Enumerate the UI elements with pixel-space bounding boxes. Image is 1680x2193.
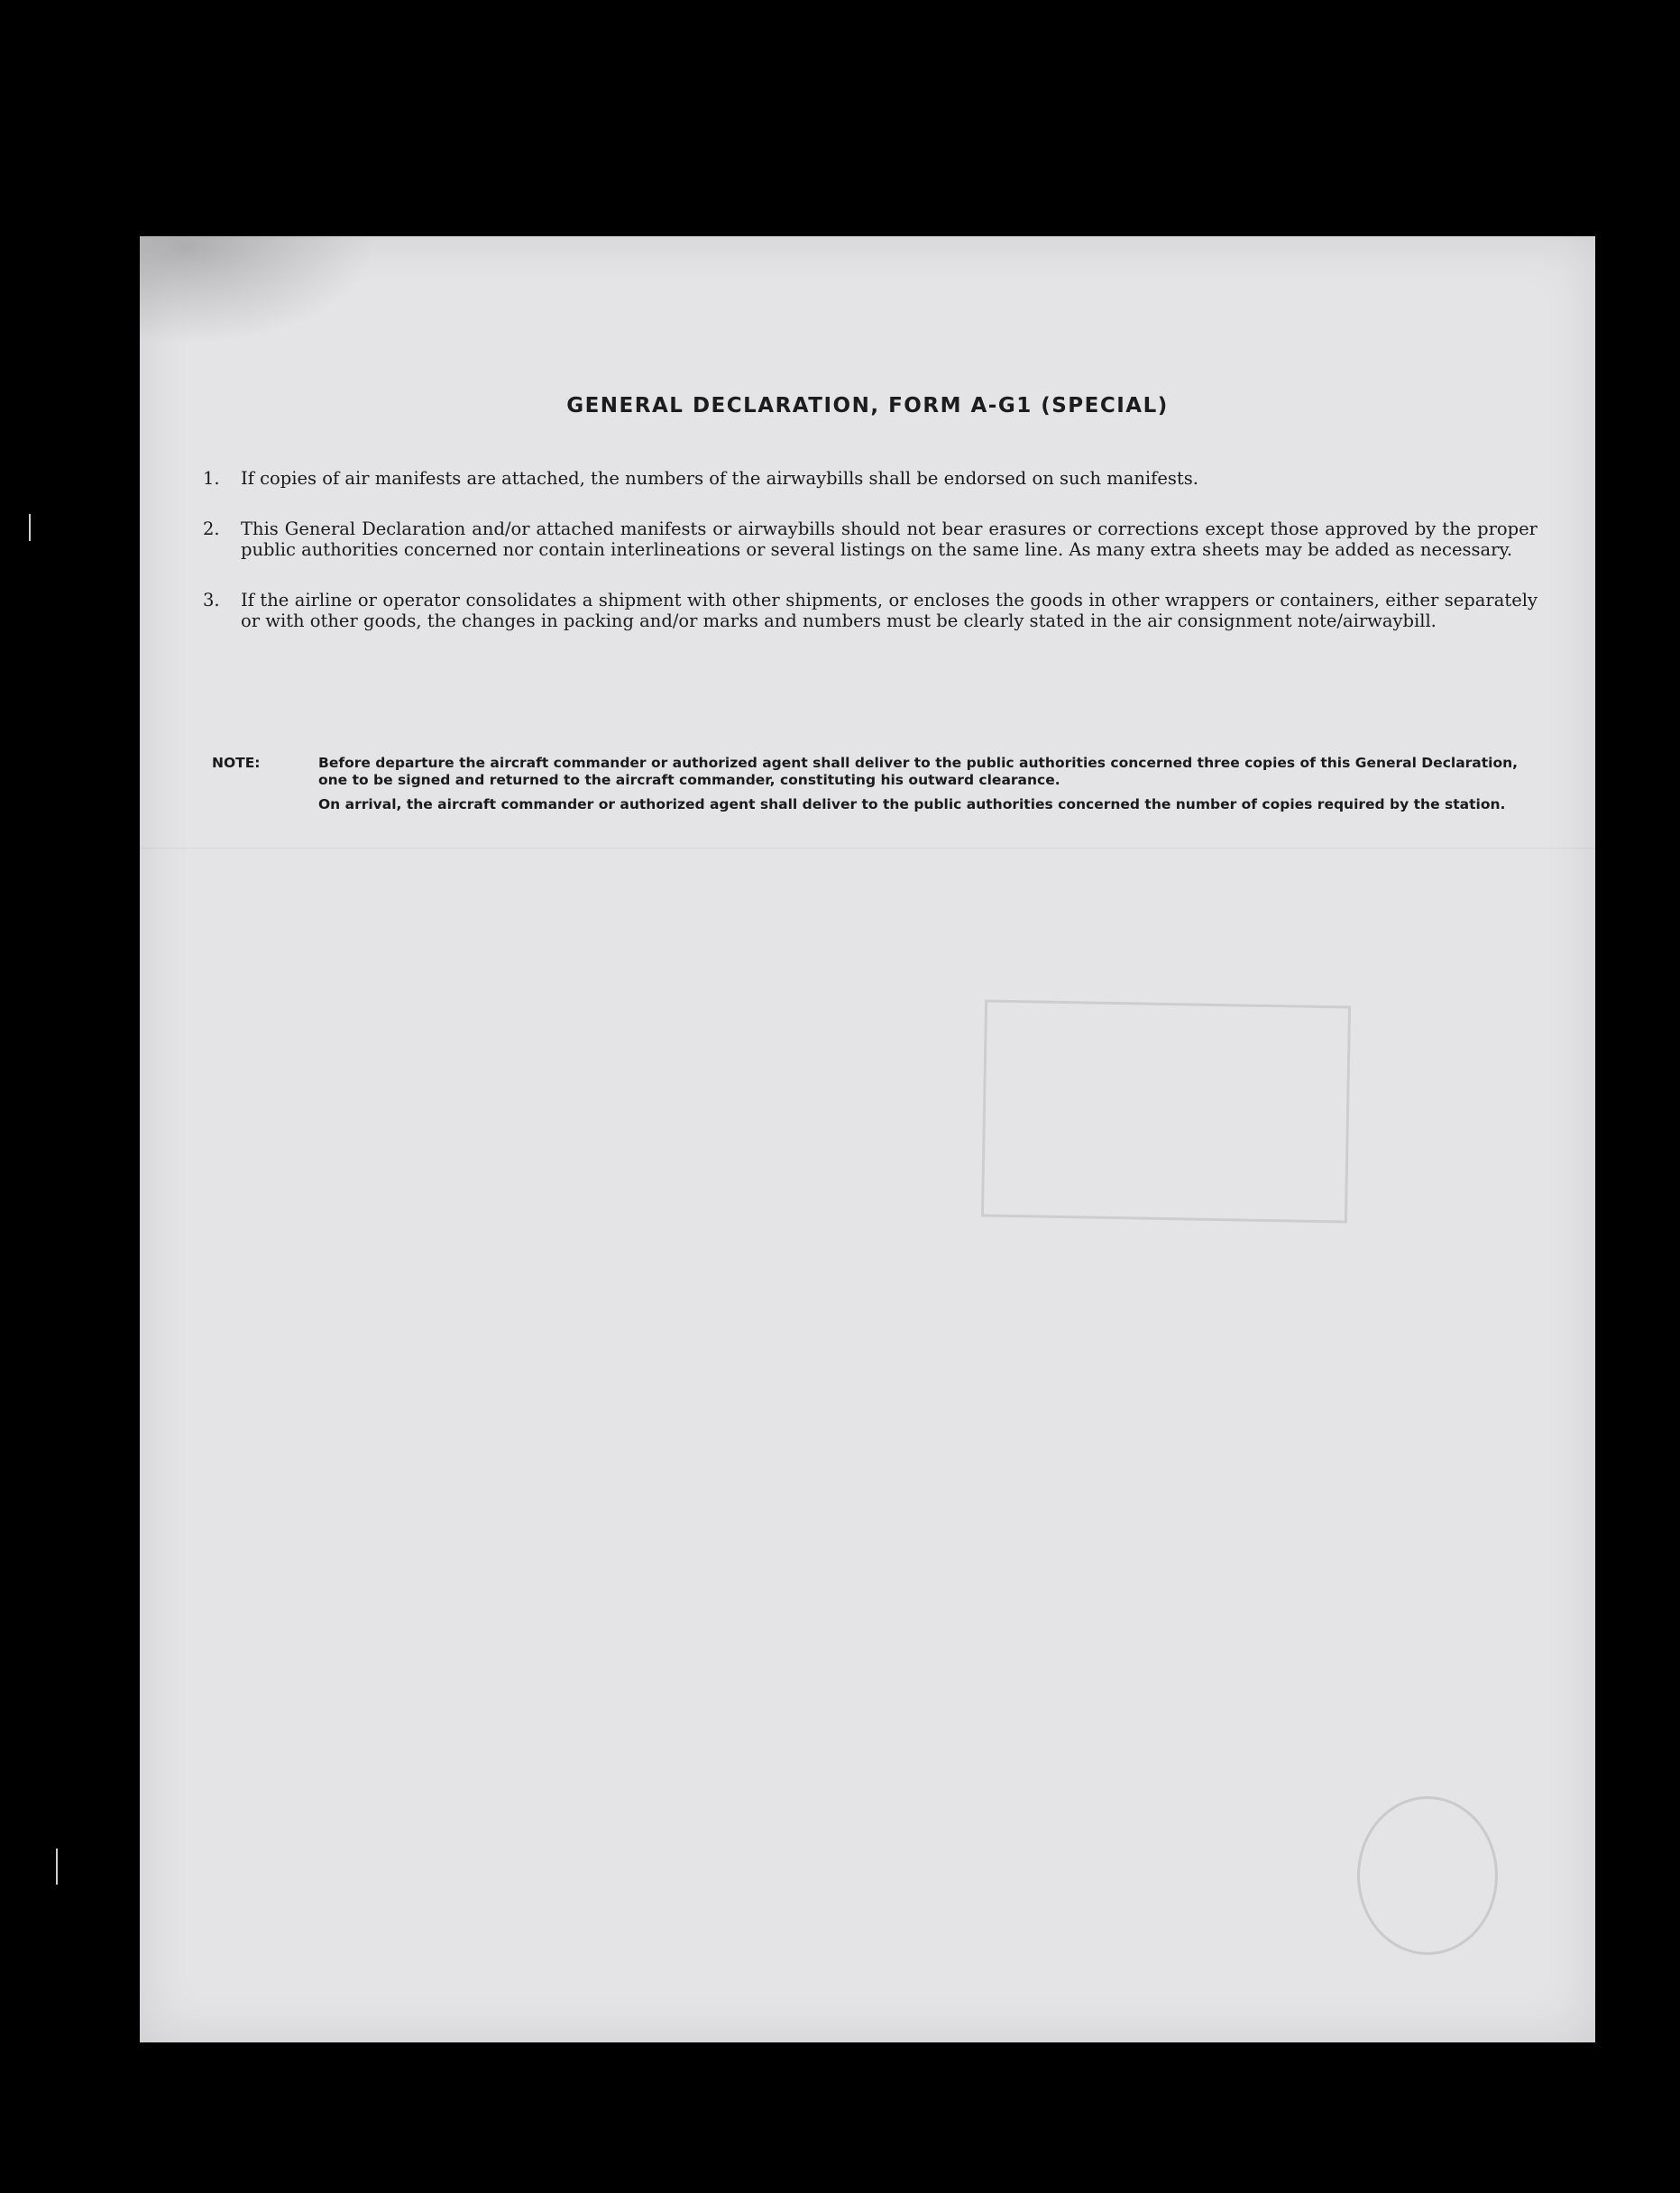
list-item-text: If the airline or operator consolidates a shipment with other shipments, or encloses the goods in other wrappers or containers, either separately or with other goods, the changes in packing and/or marks and numbers must be clearly stated in the air consignment note/airwaybill.: [241, 590, 1538, 631]
note-label: NOTE:: [212, 755, 261, 771]
instruction-list: [203, 468, 1538, 661]
list-item: [203, 518, 1538, 560]
list-item-text: If copies of air manifests are attached, the numbers of the airwaybills shall be endorsed on such manifests.: [241, 468, 1198, 489]
note-departure-text: Before departure the aircraft commander or authorized agent shall deliver to the public authorities concerned three copies of this General Declaration, one to be signed and returned to the aircraft commander, constituting his outward clearance.: [318, 755, 1519, 788]
show-through-stamp: [981, 999, 1351, 1223]
list-item: [203, 468, 1538, 489]
document-page: [140, 236, 1595, 2042]
list-item-text: This General Declaration and/or attached manifests or airwaybills should not bear erasures or corrections except those approved by the proper public authorities concerned nor contain interlineations or several listings on the same line. As many extra sheets may be added as necessary.: [241, 518, 1538, 560]
show-through-circle-mark: [1357, 1796, 1498, 1955]
list-item-number: 1.: [203, 468, 220, 489]
list-item-number: 3.: [203, 590, 220, 610]
scan-artifact-left-lower: [56, 1849, 58, 1885]
list-item: [203, 590, 1538, 631]
note-body: [318, 755, 1538, 821]
scan-artifact-left: [29, 514, 31, 541]
note-arrival-text: On arrival, the aircraft commander or authorized agent shall deliver to the public authorities concerned the number of copies required by the station.: [318, 796, 1506, 812]
page-title: GENERAL DECLARATION, FORM A-G1 (SPECIAL): [566, 394, 1169, 417]
fold-line: [140, 848, 1595, 849]
list-item-number: 2.: [203, 518, 220, 539]
note-section: [212, 755, 1538, 821]
